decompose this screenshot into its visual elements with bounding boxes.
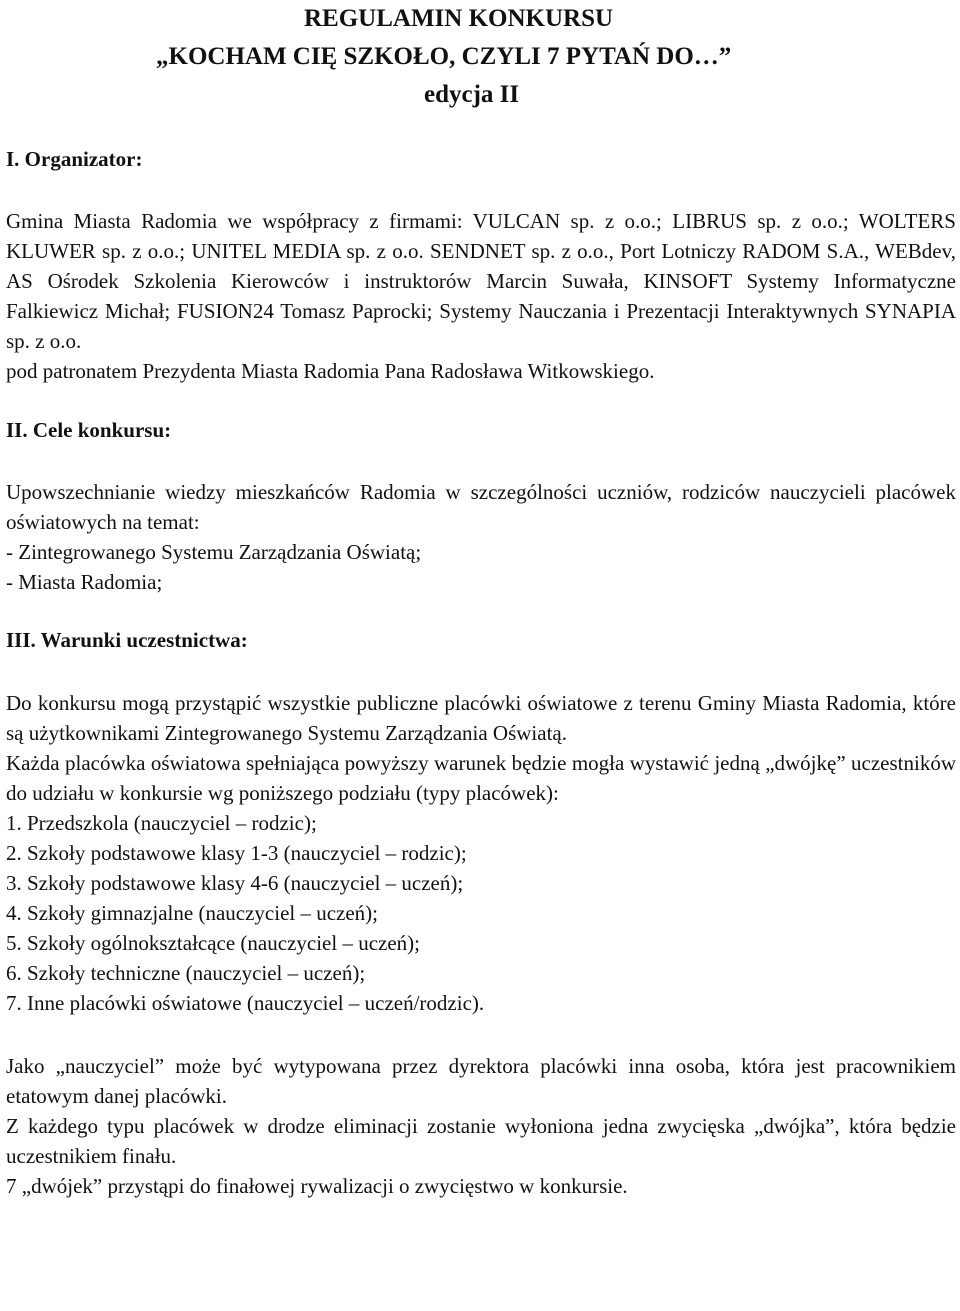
section-3-teacher-note: Jako „nauczyciel” może być wytypowana przez dyrektora placówki inna osoba, która jest pracownikiem etatowym danej placówki.	[6, 1054, 956, 1108]
list-item: 3. Szkoły podstawowe klasy 4-6 (nauczyciel – uczeń);	[6, 871, 464, 895]
section-3-final-note: 7 „dwójek” przystąpi do finałowej rywalizacji o zwycięstwo w konkursie.	[6, 1174, 628, 1198]
section-1-organizers: Gmina Miasta Radomia we współpracy z firmami: VULCAN sp. z o.o.; LIBRUS sp. z o.o.; WOLTERS KLUWER sp. z o.o.; UNITEL MEDIA sp. z o.o. SENDNET sp. z o.o., Port Lotniczy RADOM S.A., WEBdev, AS Ośrodek Szkolenia Kierowców i instruktorów Marcin Suwała, KINSOFT Systemy Informatyczne Falkiewicz Michał; FUSION24 Tomasz Paprocki; Systemy Nauczania i Prezentacji Interaktywnych SYNAPIA sp. z o.o.	[6, 209, 956, 353]
institution-type-list	[6, 808, 956, 1018]
title-line-3: edycja II	[424, 81, 520, 108]
title-line-1: REGULAMIN KONKURSU	[304, 5, 614, 32]
list-item: 7. Inne placówki oświatowe (nauczyciel – uczeń/rodzic).	[6, 991, 485, 1015]
section-2-goals: Upowszechnianie wiedzy mieszkańców Radomia w szczególności uczniów, rodziców nauczycieli placówek oświatowych na temat:	[6, 480, 956, 534]
list-item: 1. Przedszkola (nauczyciel – rodzic);	[6, 811, 317, 835]
document-page	[6, 0, 956, 1201]
section-2-item-2: - Miasta Radomia;	[6, 570, 163, 594]
section-2-heading: II. Cele konkursu:	[6, 418, 172, 442]
section-3-team-rule: Każda placówka oświatowa spełniająca powyższy warunek będzie mogła wystawić jedną „dwójkę” uczestników do udziału w konkursie wg poniższego podziału (typy placówek):	[6, 751, 956, 805]
document-title	[6, 0, 956, 114]
section-3-eligibility: Do konkursu mogą przystąpić wszystkie publiczne placówki oświatowe z terenu Gminy Miasta Radomia, które są użytkownikami Zintegrowanego Systemu Zarządzania Oświatą.	[6, 691, 956, 745]
section-3-heading: III. Warunki uczestnictwa:	[6, 628, 248, 652]
section-1-patronage: pod patronatem Prezydenta Miasta Radomia Pana Radosława Witkowskiego.	[6, 359, 655, 383]
list-item: 4. Szkoły gimnazjalne (nauczyciel – uczeń);	[6, 901, 379, 925]
list-item: 5. Szkoły ogólnokształcące (nauczyciel – uczeń);	[6, 931, 420, 955]
section-1-heading: I. Organizator:	[6, 147, 143, 171]
section-2-item-1: - Zintegrowanego Systemu Zarządzania Oświatą;	[6, 540, 422, 564]
list-item: 2. Szkoły podstawowe klasy 1-3 (nauczyciel – rodzic);	[6, 841, 467, 865]
title-line-2: „KOCHAM CIĘ SZKOŁO, CZYLI 7 PYTAŃ DO…”	[156, 43, 732, 70]
list-item: 6. Szkoły techniczne (nauczyciel – uczeń);	[6, 961, 366, 985]
section-3-elimination-note: Z każdego typu placówek w drodze eliminacji zostanie wyłoniona jedna zwycięska „dwójka”, która będzie uczestnikiem finału.	[6, 1114, 956, 1168]
